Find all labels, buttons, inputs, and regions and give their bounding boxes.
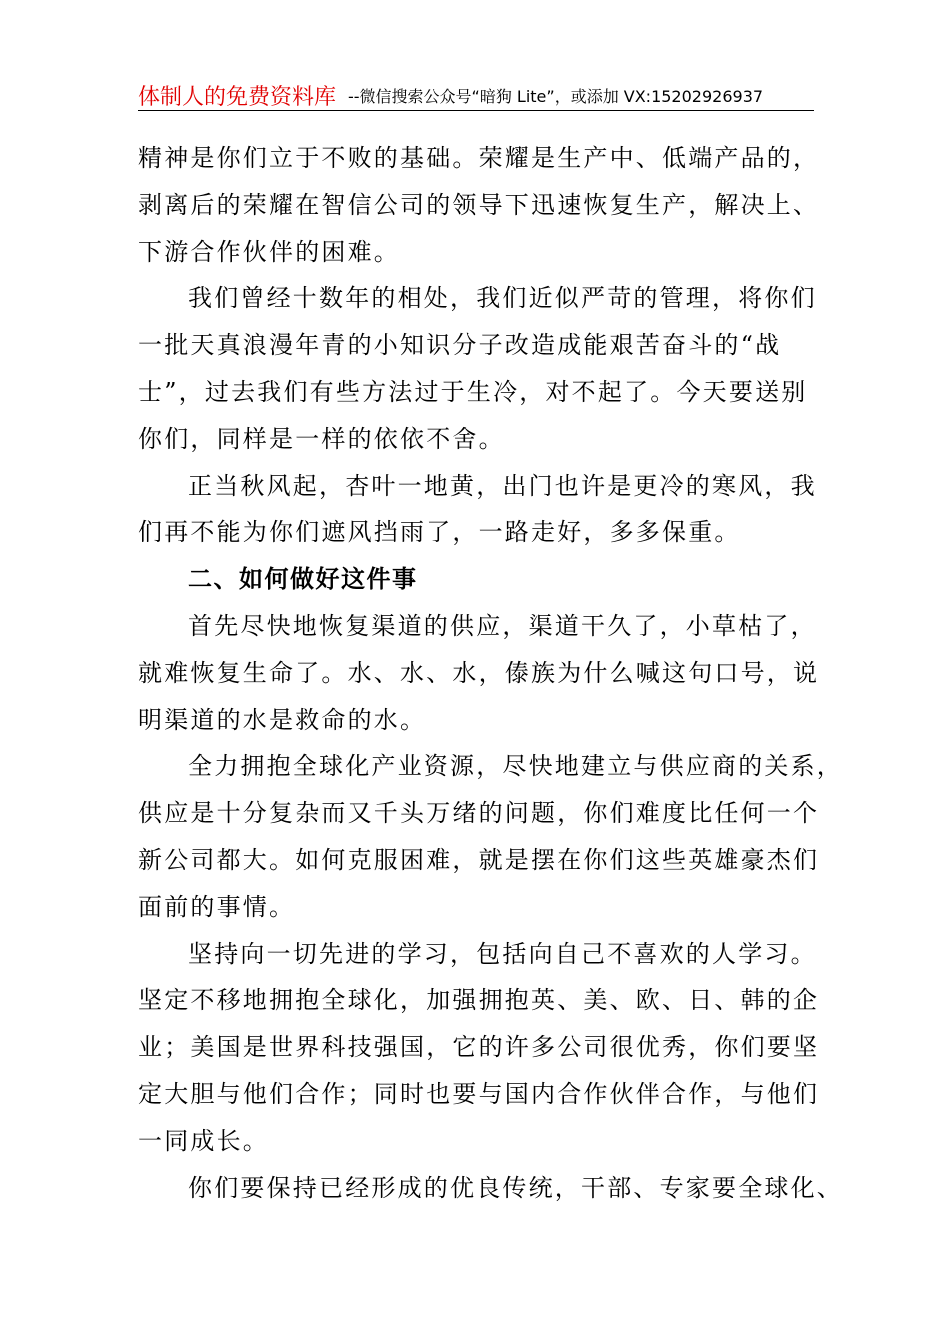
text-line: 明渠道的水是救命的水。 <box>138 705 427 734</box>
paragraph-start-line: 首先尽快地恢复渠道的供应，渠道干久了，小草枯了， <box>188 611 817 640</box>
text-line: 面前的事情。 <box>138 892 296 921</box>
text-line: 精神是你们立于不败的基础。荣耀是生产中、低端产品的， <box>138 144 820 172</box>
paragraph-start-line: 坚持向一切先进的学习，包括向自己不喜欢的人学习。 <box>188 939 817 968</box>
text-line: 剥离后的荣耀在智信公司的领导下迅速恢复生产，解决上、 <box>138 190 820 219</box>
section-heading: 二、如何做好这件事 <box>188 565 418 594</box>
paragraph-start-line: 我们曾经十数年的相处，我们近似严苛的管理，将你们 <box>188 284 817 313</box>
text-line: 就难恢复生命了。水、水、水，傣族为什么喊这句口号，说 <box>138 658 820 687</box>
paragraph-start-line: 你们要保持已经形成的优良传统，干部、专家要全球化、 <box>188 1173 843 1202</box>
text-line: 下游合作伙伴的困难。 <box>138 237 400 266</box>
text-line: 供应是十分复杂而又千头万绪的问题，你们难度比任何一个 <box>138 799 820 828</box>
text-line: 士”，过去我们有些方法过于生冷，对不起了。今天要送别 <box>138 377 808 406</box>
text-line: 坚定不移地拥抱全球化，加强拥抱英、美、欧、日、韩的企 <box>138 986 820 1015</box>
text-line: 新公司都大。如何克服困难，就是摆在你们这些英雄豪杰们 <box>138 845 820 874</box>
paragraph-start-line: 正当秋风起，杏叶一地黄，出门也许是更冷的寒风，我 <box>188 471 817 500</box>
text-line: 定大胆与他们合作；同时也要与国内合作伙伴合作，与他们 <box>138 1079 820 1108</box>
text-line: 一批天真浪漫年青的小知识分子改造成能艰苦奋斗的“战 <box>138 331 782 360</box>
page-header <box>138 80 814 111</box>
header-brand: 体制人的免费资料库 <box>138 85 337 110</box>
document-body <box>138 135 843 1211</box>
text-line: 们再不能为你们遮风挡雨了，一路走好，多多保重。 <box>138 518 741 547</box>
paragraph-start-line: 全力拥抱全球化产业资源，尽快地建立与供应商的关系， <box>188 752 843 781</box>
text-line: 一同成长。 <box>138 1126 269 1155</box>
header-contact-info: --微信搜索公众号“暗狗 Lite”，或添加 VX:15202926937 <box>348 87 764 106</box>
text-line: 你们，同样是一样的依依不舍。 <box>138 424 505 453</box>
text-line: 业；美国是世界科技强国，它的许多公司很优秀，你们要坚 <box>138 1033 820 1062</box>
